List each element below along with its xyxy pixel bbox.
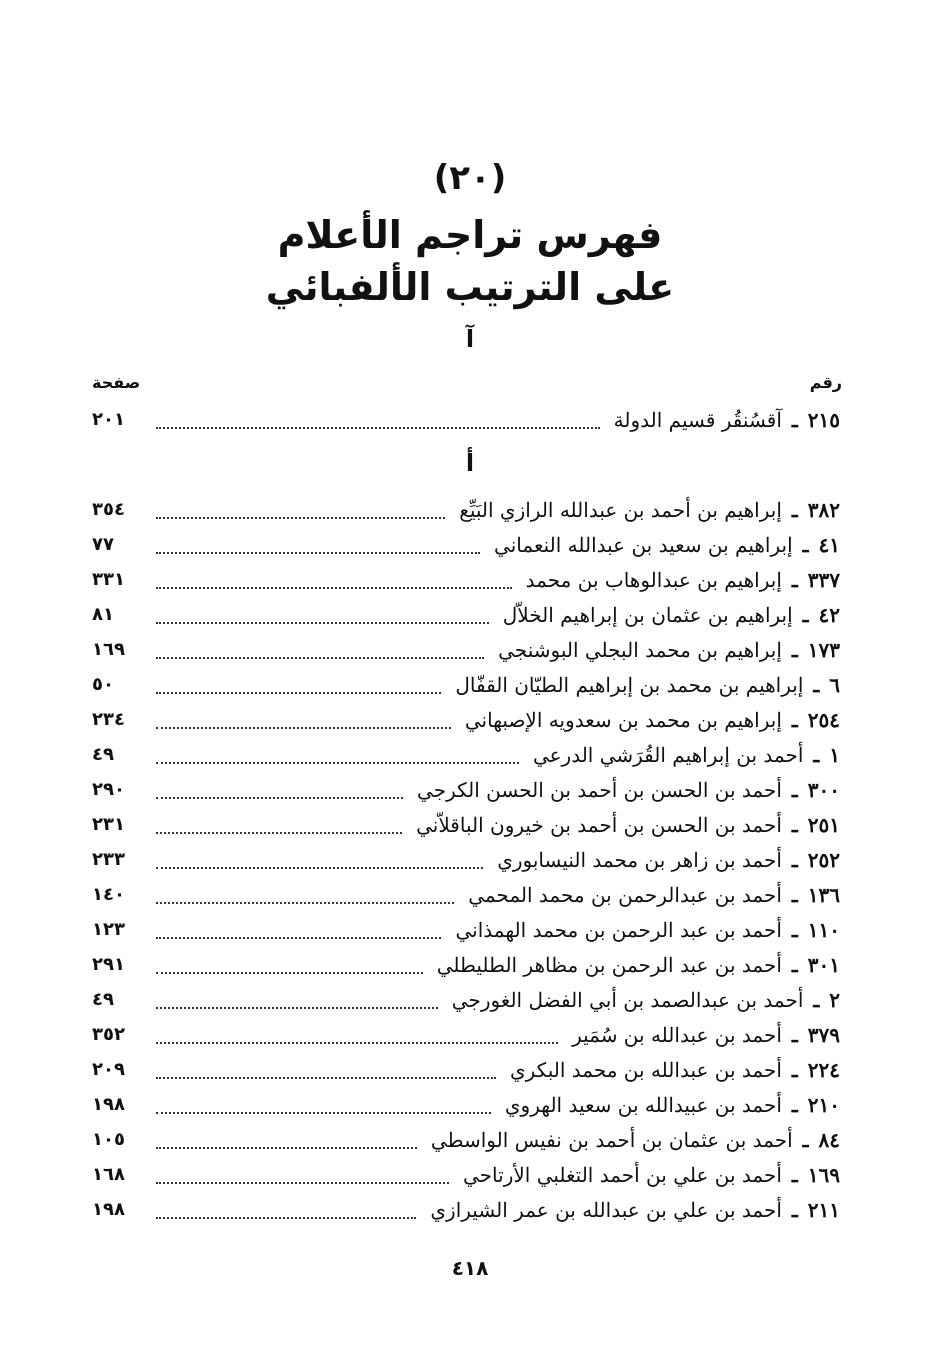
entry-page: ٣٥٢	[92, 1024, 125, 1045]
index-entry	[92, 492, 840, 528]
entry-page: ١٩٨	[92, 1094, 125, 1115]
entry-dash: ـ	[791, 778, 798, 802]
entry-name: إبراهيم بن أحمد بن عبدالله الرازي البَيِّع	[459, 498, 782, 522]
index-entry	[92, 597, 840, 633]
entry-name: إبراهيم بن محمد البجلي البوشنجي	[498, 638, 782, 662]
index-entry	[92, 737, 840, 773]
dotted-leader	[156, 937, 441, 939]
entry-name: أحمد بن عبدالصمد بن أبي الفضل الغورجي	[451, 988, 804, 1012]
entry-dash: ـ	[791, 498, 798, 522]
entry-dash: ـ	[791, 1163, 798, 1187]
entry-dash: ـ	[791, 918, 798, 942]
entry-page: ١٩٨	[92, 1199, 125, 1220]
entry-dash: ـ	[802, 1128, 809, 1152]
entry-dash: ـ	[791, 953, 798, 977]
entry-dash: ـ	[802, 533, 809, 557]
entry-name: إبراهيم بن عبدالوهاب بن محمد	[525, 568, 782, 592]
entry-number: ٢٥٢	[807, 848, 840, 872]
entry-dash: ـ	[791, 1023, 798, 1047]
entry-dash: ـ	[791, 568, 798, 592]
entry-number: ١١٠	[807, 918, 840, 942]
entry-dash: ـ	[791, 883, 798, 907]
dotted-leader	[156, 1077, 496, 1079]
entry-dash: ـ	[791, 1198, 798, 1222]
entry-number: ٦	[829, 673, 840, 697]
entry-name: إبراهيم بن عثمان بن إبراهيم الخلاّل	[502, 603, 793, 627]
section-letter-alif-hamza: أ	[465, 449, 475, 477]
entry-name: آقسُنقُر قسيم الدولة	[613, 408, 782, 432]
index-title-line-1: فهرس تراجم الأعلام	[277, 213, 663, 257]
entry-page: ٢٩٠	[92, 779, 125, 800]
dotted-leader	[156, 972, 423, 974]
index-entry	[92, 1087, 840, 1123]
entry-page: ٧٧	[92, 534, 114, 555]
index-entry	[92, 1157, 840, 1193]
entry-name: أحمد بن عبدالله بن سُمَير	[572, 1023, 782, 1047]
entry-dash: ـ	[791, 813, 798, 837]
index-entry	[92, 527, 840, 563]
dotted-leader	[156, 622, 489, 624]
dotted-leader	[156, 1182, 449, 1184]
section-letter-alif-madda: آ	[465, 325, 475, 353]
entry-number: ٤١	[818, 533, 840, 557]
dotted-leader	[156, 902, 454, 904]
entry-name: أحمد بن عبدالرحمن بن محمد المحمي	[468, 883, 782, 907]
dotted-leader	[156, 1147, 417, 1149]
page-number: ٤١٨	[451, 1256, 489, 1280]
entry-number: ١٣٦	[807, 883, 840, 907]
dotted-leader	[156, 1042, 558, 1044]
entry-dash: ـ	[791, 408, 798, 432]
entry-number: ٣٠٠	[807, 778, 840, 802]
index-entry	[92, 912, 840, 948]
entry-number: ٣٨٢	[807, 498, 840, 522]
entry-page: ٢٩١	[92, 954, 125, 975]
entry-number: ٨٤	[818, 1128, 840, 1152]
entry-page: ٥٠	[92, 674, 114, 695]
entry-page: ١٦٨	[92, 1164, 125, 1185]
entry-page: ٢٠٩	[92, 1059, 125, 1080]
index-entry	[92, 632, 840, 668]
entry-number: ١٧٣	[807, 638, 840, 662]
index-entry	[92, 1017, 840, 1053]
entry-name: أحمد بن عبد الرحمن بن محمد الهمذاني	[455, 918, 782, 942]
dotted-leader	[156, 692, 441, 694]
entry-name: أحمد بن عبيدالله بن سعيد الهروي	[504, 1093, 782, 1117]
index-entry	[92, 772, 840, 808]
index-entry	[92, 807, 840, 843]
entry-number: ٢٥٤	[807, 708, 840, 732]
dotted-leader	[156, 427, 600, 429]
dotted-leader	[156, 832, 402, 834]
entry-page: ١٦٩	[92, 639, 125, 660]
entry-name: إبراهيم بن محمد بن سعدويه الإصبهاني	[464, 708, 782, 732]
entry-number: ٣٧٩	[807, 1023, 840, 1047]
entry-number: ٤٢	[818, 603, 840, 627]
entry-name: أحمد بن علي بن أحمد التغلبي الأرتاحي	[463, 1163, 782, 1187]
entry-page: ٣٣١	[92, 569, 125, 590]
entry-name: أحمد بن الحسن بن أحمد بن خيرون الباقلاّني	[416, 813, 782, 837]
chapter-number: (٢٠)	[433, 158, 507, 198]
dotted-leader	[156, 867, 483, 869]
index-entry	[92, 667, 840, 703]
dotted-leader	[156, 587, 512, 589]
entry-page: ١٤٠	[92, 884, 125, 905]
index-entry	[92, 842, 840, 878]
index-entry	[92, 1192, 840, 1228]
index-entry	[92, 1052, 840, 1088]
entry-number: ١	[829, 743, 840, 767]
dotted-leader	[156, 1007, 438, 1009]
index-entry	[92, 1122, 840, 1158]
index-entry	[92, 702, 840, 738]
index-entry	[92, 982, 840, 1018]
entry-dash: ـ	[791, 708, 798, 732]
entry-name: إبراهيم بن سعيد بن عبدالله النعماني	[494, 533, 793, 557]
entry-page: ٤٩	[92, 989, 114, 1010]
index-entry	[92, 947, 840, 983]
entry-page: ٢٠١	[92, 409, 125, 430]
entry-dash: ـ	[791, 638, 798, 662]
entry-name: أحمد بن إبراهيم القُرَشي الدرعي	[532, 743, 804, 767]
dotted-leader	[156, 762, 519, 764]
entry-name: إبراهيم بن محمد بن إبراهيم الطيّان القفّال	[455, 673, 804, 697]
dotted-leader	[156, 517, 445, 519]
entry-name: أحمد بن عبد الرحمن بن مظاهر الطليطلي	[436, 953, 782, 977]
entry-page: ٢٣٣	[92, 849, 125, 870]
entry-number: ٣٠١	[807, 953, 840, 977]
entry-page: ٨١	[92, 604, 114, 625]
entry-page: ٢٣١	[92, 814, 125, 835]
entry-number: ٣٣٧	[807, 568, 840, 592]
page-column-label: صفحة	[92, 373, 141, 392]
entry-page: ٣٥٤	[92, 499, 125, 520]
index-title-line-2: على الترتيب الألفبائي	[265, 265, 675, 309]
entry-dash: ـ	[813, 673, 820, 697]
entry-name: أحمد بن عبدالله بن محمد البكري	[509, 1058, 782, 1082]
entry-dash: ـ	[791, 1058, 798, 1082]
dotted-leader	[156, 552, 480, 554]
entry-number: ٢٢٤	[807, 1058, 840, 1082]
dotted-leader	[156, 1112, 491, 1114]
entry-number: ٢١١	[807, 1198, 840, 1222]
entry-number: ٢٥١	[807, 813, 840, 837]
dotted-leader	[156, 797, 403, 799]
entry-dash: ـ	[791, 848, 798, 872]
dotted-leader	[156, 1217, 416, 1219]
entry-page: ٢٣٤	[92, 709, 125, 730]
entry-number: ٢١٥	[807, 408, 840, 432]
entry-name: أحمد بن عثمان بن أحمد بن نفيس الواسطي	[430, 1128, 793, 1152]
entry-page: ١٢٣	[92, 919, 125, 940]
entry-number: ١٦٩	[807, 1163, 840, 1187]
index-entry	[92, 562, 840, 598]
entry-name: أحمد بن علي بن عبدالله بن عمر الشيرازي	[430, 1198, 782, 1222]
index-entry	[92, 402, 840, 438]
entry-number: ٢١٠	[807, 1093, 840, 1117]
dotted-leader	[156, 727, 451, 729]
entry-page: ١٠٥	[92, 1129, 125, 1150]
entry-number: ٢	[829, 988, 840, 1012]
dotted-leader	[156, 657, 484, 659]
entry-name: أحمد بن زاهر بن محمد النيسابوري	[497, 848, 782, 872]
entry-dash: ـ	[802, 603, 809, 627]
entry-page: ٤٩	[92, 744, 114, 765]
entry-dash: ـ	[813, 743, 820, 767]
entry-dash: ـ	[791, 1093, 798, 1117]
number-column-label: رقم	[809, 373, 842, 392]
index-entry	[92, 877, 840, 913]
entry-name: أحمد بن الحسن بن أحمد بن الحسن الكرجي	[417, 778, 782, 802]
entry-dash: ـ	[813, 988, 820, 1012]
